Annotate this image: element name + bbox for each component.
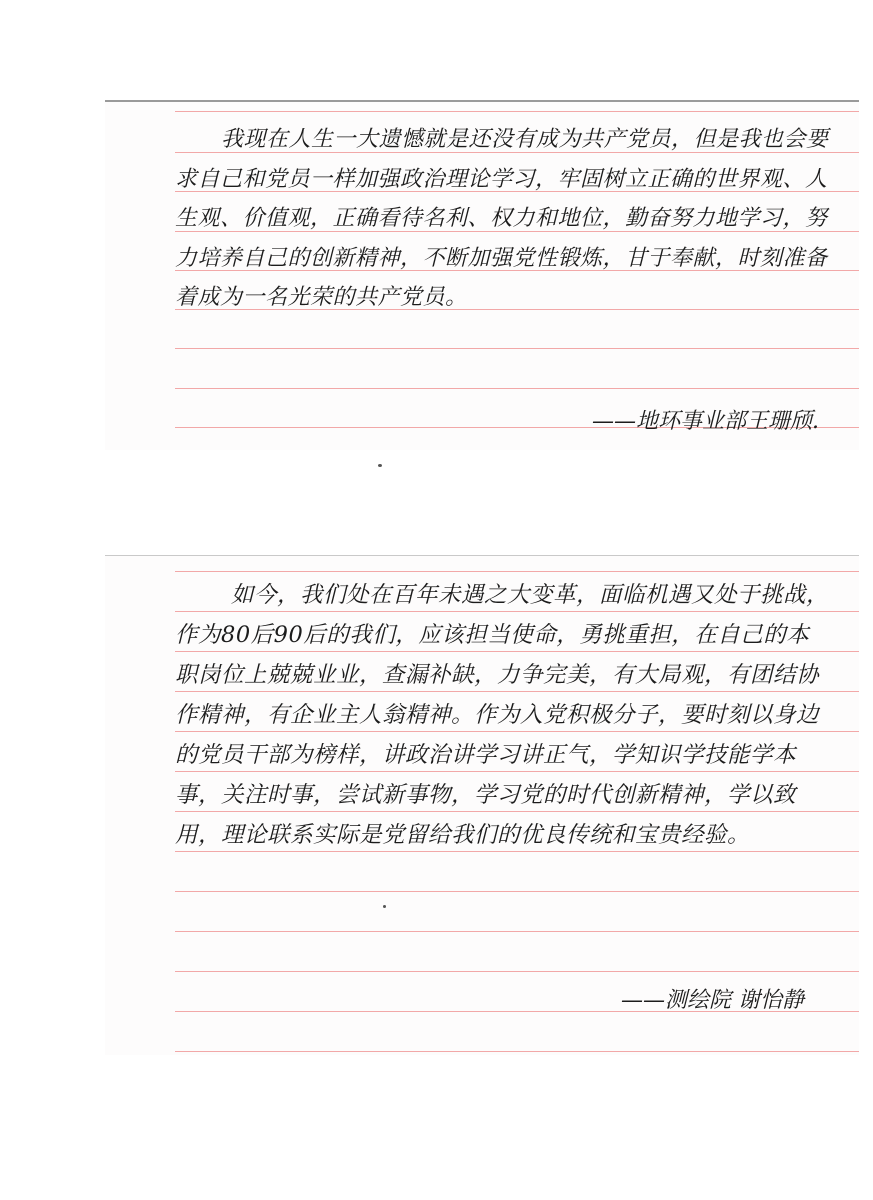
letter-signature: ——地环事业部王珊颀. xyxy=(592,409,819,434)
sheet-top-edge xyxy=(105,555,859,556)
ruled-line xyxy=(175,891,859,892)
ruled-line xyxy=(175,1051,859,1052)
ruled-line xyxy=(175,971,859,972)
letter-sheet-1 xyxy=(105,100,859,450)
ruled-line xyxy=(175,111,859,112)
sheet-top-edge xyxy=(105,100,859,102)
letter-sheet-2 xyxy=(105,555,859,1055)
ruled-line xyxy=(175,571,859,572)
letter-body: 如今，我们处在百年未遇之大变革，面临机遇又处于挑战，作为80后90后的我们，应该担当使命，勇挑重担，在自己的本职岗位上兢兢业业，查漏补缺，力争完美，有大局观，有团结协作精神，有企业主人翁精神。作为入党积极分子，要时刻以身边的党员干部为榜样，讲政治讲学习讲正气，学知识学技能学本事，关注时事，尝试新事物，学习党的时代创新精神，学以致用，理论联系实际是党留给我们的优良传统和宝贵经验。 xyxy=(175,582,830,848)
scan-speck xyxy=(383,905,386,908)
scan-speck xyxy=(378,464,382,467)
letter-signature: ——测绘院 谢怡静 xyxy=(621,988,804,1013)
letter-body: 我现在人生一大遗憾就是还没有成为共产党员，但是我也会要求自己和党员一样加强政治理论学习，牢固树立正确的世界观、人生观、价值观，正确看待名利、权力和地位，勤奋努力地学习，努力培养自己的创新精神，不断加强党性锻炼，甘于奉献，时刻准备着成为一名光荣的共产党员。 xyxy=(175,127,829,310)
ruled-line xyxy=(175,348,859,349)
ruled-line xyxy=(175,388,859,389)
ruled-line xyxy=(175,931,859,932)
